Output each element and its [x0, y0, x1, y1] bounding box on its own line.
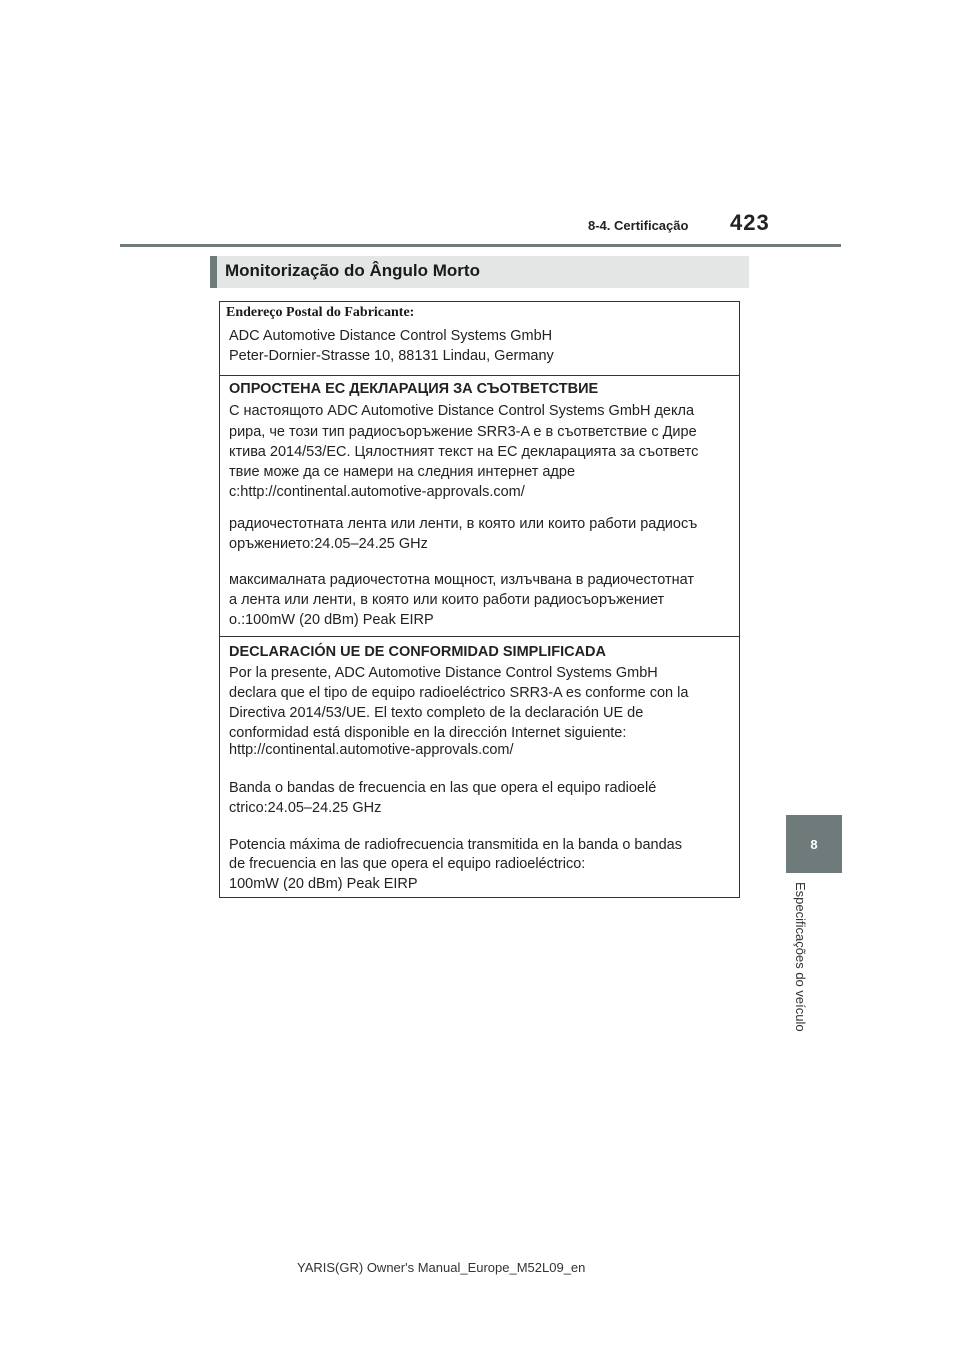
spanish-line: Banda o bandas de frecuencia en las que opera el equipo radioelé: [229, 780, 657, 796]
bulgarian-line: радиочестотната лента или ленти, в която или които работи радиосъ: [229, 516, 698, 532]
spanish-line: Potencia máxima de radiofrecuencia transmitida en la banda o bandas: [229, 837, 682, 853]
page-number: 423: [730, 210, 770, 235]
spanish-line: de frecuencia en las que opera el equipo radioeléctrico:: [229, 856, 586, 872]
bulgarian-line: твие може да се намери на следния интернет адре: [229, 464, 576, 480]
bulgarian-line: максималната радиочестотна мощност, излъчвана в радиочестотнат: [229, 572, 695, 588]
bulgarian-line: о.:100mW (20 dBm) Peak EIRP: [229, 612, 434, 628]
bulgarian-line: С настоящото ADC Automotive Distance Control Systems GmbH декла: [229, 403, 695, 419]
chapter-title: Especificações do veículo: [793, 882, 808, 1032]
bulgarian-line: рира, че този тип радиосъоръжение SRR3-A е в съответствие с Дире: [229, 424, 697, 440]
spanish-line: Directiva 2014/53/UE. El texto completo de la declaración UE de: [229, 705, 644, 721]
bulgarian-declaration-block: [220, 375, 739, 636]
header-rule: [120, 244, 841, 247]
address-heading: Endereço Postal do Fabricante:: [226, 305, 415, 320]
bulgarian-line: с:http://continental.automotive-approvals.com/: [229, 484, 525, 500]
bulgarian-line: оръжението:24.05–24.25 GHz: [229, 536, 428, 552]
chapter-tab[interactable]: 8: [786, 815, 842, 873]
footer-manual-id: YARIS(GR) Owner's Manual_Europe_M52L09_en: [297, 1260, 586, 1275]
title-accent: [210, 256, 217, 288]
spanish-line: Por la presente, ADC Automotive Distance Control Systems GmbH: [229, 665, 658, 681]
spanish-line: conformidad está disponible en la dirección Internet siguiente:: [229, 725, 627, 741]
section-title-bar: [210, 256, 749, 288]
spanish-declaration-block: [220, 636, 739, 898]
section-label: 8-4. Certificação: [588, 218, 689, 233]
spanish-line: 100mW (20 dBm) Peak EIRP: [229, 876, 418, 892]
address-line: ADC Automotive Distance Control Systems GmbH: [229, 328, 553, 344]
declaration-box: [219, 301, 740, 898]
spanish-line: http://continental.automotive-approvals.com/: [229, 742, 514, 758]
bulgarian-line: ктива 2014/53/ЕС. Цялостният текст на ЕС декларацията за съответс: [229, 444, 699, 460]
address-block: [220, 302, 739, 375]
spanish-heading: DECLARACIÓN UE DE CONFORMIDAD SIMPLIFICADA: [229, 644, 606, 660]
spanish-line: ctrico:24.05–24.25 GHz: [229, 800, 382, 816]
section-title: Monitorização do Ângulo Morto: [225, 261, 480, 280]
address-line: Peter-Dornier-Strasse 10, 88131 Lindau, Germany: [229, 348, 554, 364]
bulgarian-line: а лента или ленти, в която или които работи радиосъоръжениет: [229, 592, 665, 608]
spanish-line: declara que el tipo de equipo radioeléctrico SRR3-A es conforme con la: [229, 685, 689, 701]
bulgarian-heading: ОПРОСТЕНА ЕС ДЕКЛАРАЦИЯ ЗА СЪОТВЕТСТВИЕ: [229, 381, 599, 397]
